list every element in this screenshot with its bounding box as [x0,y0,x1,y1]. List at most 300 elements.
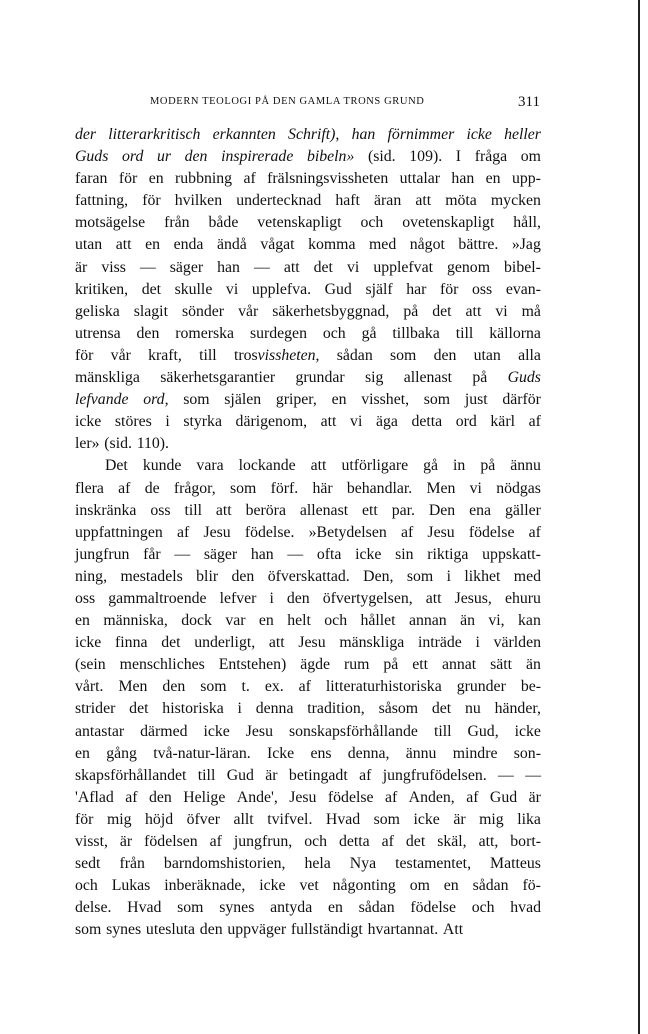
word [246,500,286,522]
word-text: de [144,479,160,497]
word [479,809,504,831]
text-line [75,433,541,455]
word [270,897,312,919]
word-text: litterarkritisch [108,126,201,143]
word [407,566,433,588]
word-text: inspirerade [221,148,294,166]
word [494,632,541,654]
word [348,743,390,765]
word-text: är [528,788,541,806]
word-text: att [320,413,337,431]
word-text: visshet, [361,391,410,409]
word-text: är [265,766,278,784]
word-text: nu [465,700,481,718]
word [427,544,468,566]
word [403,301,418,323]
word [259,610,274,632]
word [75,743,90,765]
word [323,588,413,610]
word-text: äga [375,413,398,431]
word-text: sådan [472,877,509,895]
word [174,478,216,500]
word-text: kunde [142,457,182,475]
word-text: ord [121,148,144,166]
word [344,654,369,676]
word [472,279,492,301]
word-text: en [148,170,164,188]
word [382,831,394,853]
word-text: som [406,567,434,585]
word-text: öfver [186,810,220,828]
word-text: till [455,324,474,342]
word-text: är [75,258,88,276]
word-text: helt [287,612,311,630]
word-text: gå [361,324,377,342]
word-text: delse. [75,899,112,917]
word [388,124,455,146]
word-text: ännu [405,744,437,762]
word-text: att, [478,833,499,850]
word-text: flera [75,479,104,497]
word [361,389,409,411]
word [392,323,439,345]
word [299,875,318,897]
word [165,411,169,433]
word-text: af [176,523,190,541]
word [347,478,412,500]
word [409,146,442,168]
word-text: behandlar. [346,479,413,497]
word [490,787,517,809]
word-text: Jesu [298,634,326,652]
word-text: lefver [219,589,257,607]
word [181,610,212,632]
word-text: en [485,170,501,188]
word-text: jungfrun [75,545,130,563]
word [184,500,202,522]
word-text: grundar [295,369,345,387]
word [200,919,223,941]
word [333,875,396,897]
word-text: därför [502,391,541,409]
word-text: denna [255,700,294,718]
text-line [75,500,541,522]
word [238,301,258,323]
word [185,146,208,168]
word-text: ägde [300,656,331,674]
word [467,721,498,743]
word-text: icke [466,126,492,143]
word [518,610,541,632]
word-text: upplefvat [373,258,433,276]
text-line [75,853,541,875]
word-text: icke [514,722,541,740]
word-text: att [283,258,300,276]
word-text: uppskatt- [482,545,541,563]
word-text: på [403,302,419,320]
word-text: till [184,501,202,519]
word-text: på [480,457,496,475]
word [489,323,541,345]
word [177,522,189,544]
word-text: Helige [183,788,226,806]
word [75,522,163,544]
word [466,787,478,809]
word-text: öfvertygelsen, [322,589,413,607]
word-text: den [148,788,172,806]
word [75,190,128,212]
word [75,610,90,632]
word [289,721,418,743]
word [129,698,148,720]
word [309,522,387,544]
word-text: Lukas [111,877,151,895]
word [339,632,404,654]
word-text: mänskliga [339,634,405,652]
word [257,212,341,234]
word-text: 109). [409,148,443,166]
word [360,212,383,234]
word [418,632,462,654]
word [75,212,145,234]
word [112,875,151,897]
word-text: af [243,170,256,188]
text-line [75,765,541,787]
word [75,345,93,367]
word [267,168,388,190]
word-text: från [164,214,190,232]
word [127,897,161,919]
word-text: förnimmer [387,126,455,143]
word-text: det [432,302,452,320]
word-text: betingadt [288,766,348,784]
word-text: den [136,324,160,342]
word [252,279,311,301]
word [410,875,430,897]
word-text: födelse [327,788,374,806]
word [352,124,376,146]
word-text: gäller [504,501,541,519]
word [518,345,541,367]
word [145,809,173,831]
word [269,632,285,654]
word [491,190,541,212]
word-text: i [237,700,242,718]
word-text: störes [114,413,152,431]
word [355,544,381,566]
word-text: det [161,634,181,652]
word-text: i [269,589,274,607]
word [118,676,147,698]
text-line [75,234,541,256]
word [219,897,254,919]
word-text: testamentet, [395,855,472,873]
word-text: af [125,788,138,806]
word [203,522,230,544]
word: trosvissheten, [233,346,320,364]
word [466,301,482,323]
word-text: styrka [183,413,222,431]
word-text: Hvad [325,810,361,828]
word [75,853,100,875]
word-text: och [471,899,495,917]
word-text: 'Aflad [75,788,114,806]
word [426,588,442,610]
word [440,279,458,301]
page-number: 311 [518,94,540,110]
word-text: af [298,678,311,696]
word-text: den [231,567,255,585]
word [300,654,330,676]
word-text: just [464,391,488,409]
word [401,522,413,544]
word-text: i [446,567,451,585]
word-text: att [425,589,442,607]
word [412,654,428,676]
word [458,234,498,256]
word [402,212,494,234]
word [140,721,187,743]
word [444,875,459,897]
word-text: motsägelse [75,214,146,232]
word-text: fråga [474,148,508,166]
word-text: tvifvel. [267,810,313,828]
word-text: här [312,479,333,497]
word [373,257,433,279]
word-text: mindre [452,744,498,762]
word-text: än [460,612,475,630]
word [434,345,457,367]
word-text: Jesus, [454,589,492,607]
word [415,190,431,212]
word [175,279,213,301]
word [271,478,299,500]
word [521,676,541,698]
word-text: allenast [403,369,452,387]
word-text: till [433,722,452,740]
word [437,831,466,853]
word [175,190,222,212]
word [116,234,132,256]
word-text: likhet [464,567,501,585]
word-text: för [75,346,94,364]
word-text: nödgas [496,479,541,497]
text-line [75,610,541,632]
word [145,234,160,256]
word-text: Gud [226,766,254,784]
word-text: slagit [133,302,168,320]
word [308,234,355,256]
word [376,411,398,433]
word [75,765,186,787]
body-text [75,124,541,941]
word-text: Matteus [490,855,541,873]
word-text: till [197,766,216,784]
word [115,632,147,654]
word [434,721,452,743]
word [267,743,294,765]
word-text: som [75,921,102,939]
word [374,190,401,212]
word [464,566,500,588]
word [505,588,541,610]
word [522,301,541,323]
word [146,919,195,941]
word [495,301,507,323]
word [383,765,487,787]
word [350,411,362,433]
word [521,146,541,168]
word [174,544,190,566]
word [177,897,203,919]
word-text: inberäknade, [164,877,246,895]
word-text: hvilken [174,192,223,210]
word-text: jungfrun, [233,833,293,850]
word [529,522,541,544]
word [276,389,317,411]
word-text: ovetenskapligt [402,214,495,232]
word-text: Guds [507,369,541,387]
word [106,919,141,941]
word [326,676,442,698]
word-text: på [383,656,399,674]
word [75,809,93,831]
word [75,257,87,279]
word [101,257,126,279]
word [75,279,128,301]
word [203,721,229,743]
word-text: par. [391,501,415,519]
word [360,610,395,632]
word-text: sådan [336,346,373,364]
word-text: en [331,391,347,409]
word [479,831,499,853]
word-text: fattning, [75,192,129,210]
word [332,389,347,411]
word [75,478,104,500]
text-line [75,654,541,676]
word-text: kan [518,612,541,630]
text-line [75,522,541,544]
word-text: antastar [75,722,125,740]
word-text: uppväger [227,921,287,939]
word-text: en [75,744,90,762]
word [374,809,400,831]
word [75,411,101,433]
word-text: som [230,479,257,497]
word [175,323,234,345]
word-text: rubbning [175,170,233,188]
word [149,787,172,809]
word [234,809,254,831]
word [383,654,398,676]
word-text: födelsen [144,833,198,850]
word [289,787,316,809]
word [143,455,182,477]
word-text: mycken [490,192,541,210]
word-text: har [406,280,427,298]
word [512,234,541,256]
word [260,234,294,256]
word-text: — [498,766,514,784]
word [498,765,514,787]
word [341,455,408,477]
word-text: vi [495,302,508,320]
word [75,831,108,853]
word [526,654,541,676]
word-text: den [433,346,457,364]
word [236,411,308,433]
word-text: gång [106,744,137,762]
word-text: Jesu [203,523,231,541]
word-text: som [373,810,400,828]
word-text: alla [518,346,541,364]
word-text: Entstehen) [218,656,287,674]
word [363,566,393,588]
word [410,897,456,919]
word-text: Schrift), [288,126,340,143]
word [469,500,491,522]
word [287,588,310,610]
word [508,367,541,389]
word [120,566,182,588]
word-text: »Jag [511,236,541,254]
word-text: källorna [489,324,541,342]
word-text: synes [106,921,142,939]
word-text: sedt [75,855,101,873]
word-text: både [208,214,239,232]
word [365,367,383,389]
word [144,831,198,853]
word-text: själf [365,280,393,298]
word [246,721,273,743]
word-text: menschliches [119,656,205,674]
word [328,787,374,809]
text-line [75,897,541,919]
word [411,411,442,433]
word [234,831,292,853]
word [238,698,242,720]
word-text: håll, [513,214,541,232]
word [105,455,128,477]
word [143,389,168,411]
word-text: historiska [162,700,224,718]
word-text: icke [355,545,382,563]
word-text: han [451,170,475,188]
word-text: romerska [175,324,235,342]
word-text: säger [169,258,204,276]
word-text: bibel- [504,258,541,276]
word-text: på [472,369,488,387]
word-text: Den, [363,567,394,585]
word-text: Jesu [427,523,455,541]
word [482,544,541,566]
word [256,698,294,720]
word [312,478,332,500]
word [239,455,296,477]
text-line [75,146,541,168]
word-text: han [250,545,274,563]
text-line [75,389,541,411]
word-text: ändå [216,236,247,254]
word [414,809,440,831]
word [118,478,130,500]
text-line [75,875,541,897]
word-text: underligt, [194,634,256,652]
word [119,853,144,875]
word [307,698,364,720]
word [75,566,107,588]
